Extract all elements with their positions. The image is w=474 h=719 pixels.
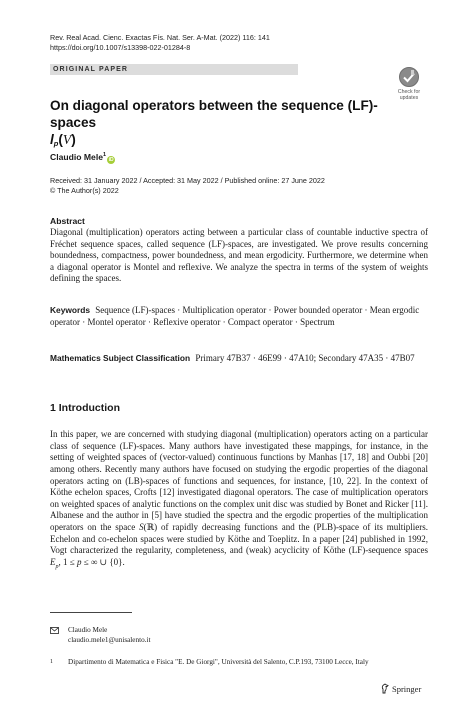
keywords [50, 305, 428, 328]
section-heading-introduction: 1 Introduction [50, 402, 120, 414]
copyright-line: © The Author(s) 2022 [50, 186, 119, 195]
title-paren-close: ) [71, 132, 76, 147]
schwartz-space-symbol: S [139, 522, 144, 532]
check-for-updates-label [392, 89, 426, 101]
journal-header [50, 33, 270, 53]
article-type-banner [50, 64, 298, 75]
check-for-updates-badge[interactable] [392, 66, 426, 104]
intro-text-3: , 1 ≤ [58, 556, 77, 567]
intro-text-4: ≤ ∞ ∪ {0}. [81, 556, 125, 567]
journal-citation: Rev. Real Acad. Cienc. Exactas Fís. Nat. Ser. A-Mat. (2022) 116: 141 [50, 33, 270, 42]
schwartz-space-arg: (ℝ) [143, 522, 158, 532]
paper-title [50, 97, 380, 152]
contact-name: Claudio Mele [68, 626, 108, 634]
publisher-name: Springer [392, 684, 422, 694]
space-e-sub: p [55, 563, 59, 570]
author-name[interactable]: Claudio Mele [50, 151, 104, 162]
doi-link[interactable]: https://doi.org/10.1007/s13398-022-01284-8 [50, 43, 191, 52]
envelope-icon [50, 627, 59, 634]
abstract-text: Diagonal (multiplication) operators acting between a particular class of countable inductive spectra of Fréchet sequence spaces, called sequence (LF)-spaces, are investigated. We prove results concerning boundedness, compactness, power boundedness, and mean ergodicity. Furthermore, we determine when a diagonal operator is Montel and reflexive. We analyze the spectra in terms of the system of weights defining the spaces. [50, 227, 428, 284]
contact-email[interactable]: claudio.mele1@unisalento.it [68, 636, 151, 644]
orcid-icon[interactable]: iD [108, 156, 114, 163]
title-paren-open: ( [58, 132, 63, 147]
title-symbol-arg: V [62, 132, 72, 147]
affiliation-number: 1 [50, 659, 53, 665]
keywords-label: Keywords [50, 305, 91, 315]
intro-paragraph [50, 429, 428, 573]
abstract-heading: Abstract [50, 216, 85, 226]
p-symbol: p [76, 556, 82, 567]
msc-text: Primary 47B37 · 46E99 · 47A10; Secondary 47A35 · 47B07 [195, 353, 415, 363]
introduction-text [50, 429, 428, 573]
intro-text-1: In this paper, we are concerned with studying diagonal (multiplication) operators acting on a particular class of sequence (LF)-spaces. Many authors have investigated these mappings, for instance, in the setting of weighted spaces of (vector-valued) continuous functions by Manhas [17, 18] and Oubbi [20] among others. Recently many authors have focused on studying the ergodic properties of the diagonal operators acting on (LB)-spaces of functions and sequences, for instance, [10, 22]. In the context of Köthe echelon spaces, Crofts [12] investigated diagonal operators. The case of multiplication operators on weighted spaces of analytic functions on the complex unit disc was studied by Bonet and Ricker [11]. Albanese and the author in [5] have studied the spectra and the ergodic properties of the multiplication operators on the space [50, 429, 428, 532]
title-symbol-sub: p [53, 139, 59, 148]
springer-horse-icon [380, 683, 390, 694]
intro-text-2: of rapidly decreasing functions and the (PLB)-space of its multipliers. Echelon and co-echelon spaces were studied by Köthe and Toeplitz. In a paper [24] published in 1992, Vogt characterized the regularity, completeness, and (weak) acyclicity of Köthe (LF)-sequence spaces [50, 522, 429, 556]
publisher-logo [380, 683, 421, 695]
author-line [50, 150, 115, 164]
check-line-1: Check for [397, 89, 421, 95]
check-for-updates-icon [399, 67, 419, 87]
title-symbol [50, 131, 380, 152]
footnote-rule [50, 612, 132, 613]
affiliation-text: Dipartimento di Matematica e Fisica "E. De Giorgi", Università del Salento, C.P.193, 73100 Lecce, Italy [68, 658, 369, 666]
dates-line: Received: 31 January 2022 / Accepted: 31 May 2022 / Published online: 27 June 2022 [50, 176, 325, 185]
check-line-2: updates [399, 95, 419, 101]
space-e-symbol: E [50, 556, 56, 567]
title-main: On diagonal operators between the sequence (LF)-spaces [50, 98, 378, 130]
publication-dates [50, 176, 325, 196]
title-symbol-base: l [50, 132, 54, 147]
article-type-label: ORIGINAL PAPER [53, 66, 129, 73]
msc-label: Mathematics Subject Classification [50, 353, 191, 363]
keywords-text: Sequence (LF)-spaces · Multiplication operator · Power bounded operator · Mean ergodic operator · Montel operator · Reflexive operator · Compact operator · Spectrum [50, 305, 420, 327]
affiliation-mark: 1 [103, 152, 107, 158]
msc-classification [50, 353, 428, 365]
